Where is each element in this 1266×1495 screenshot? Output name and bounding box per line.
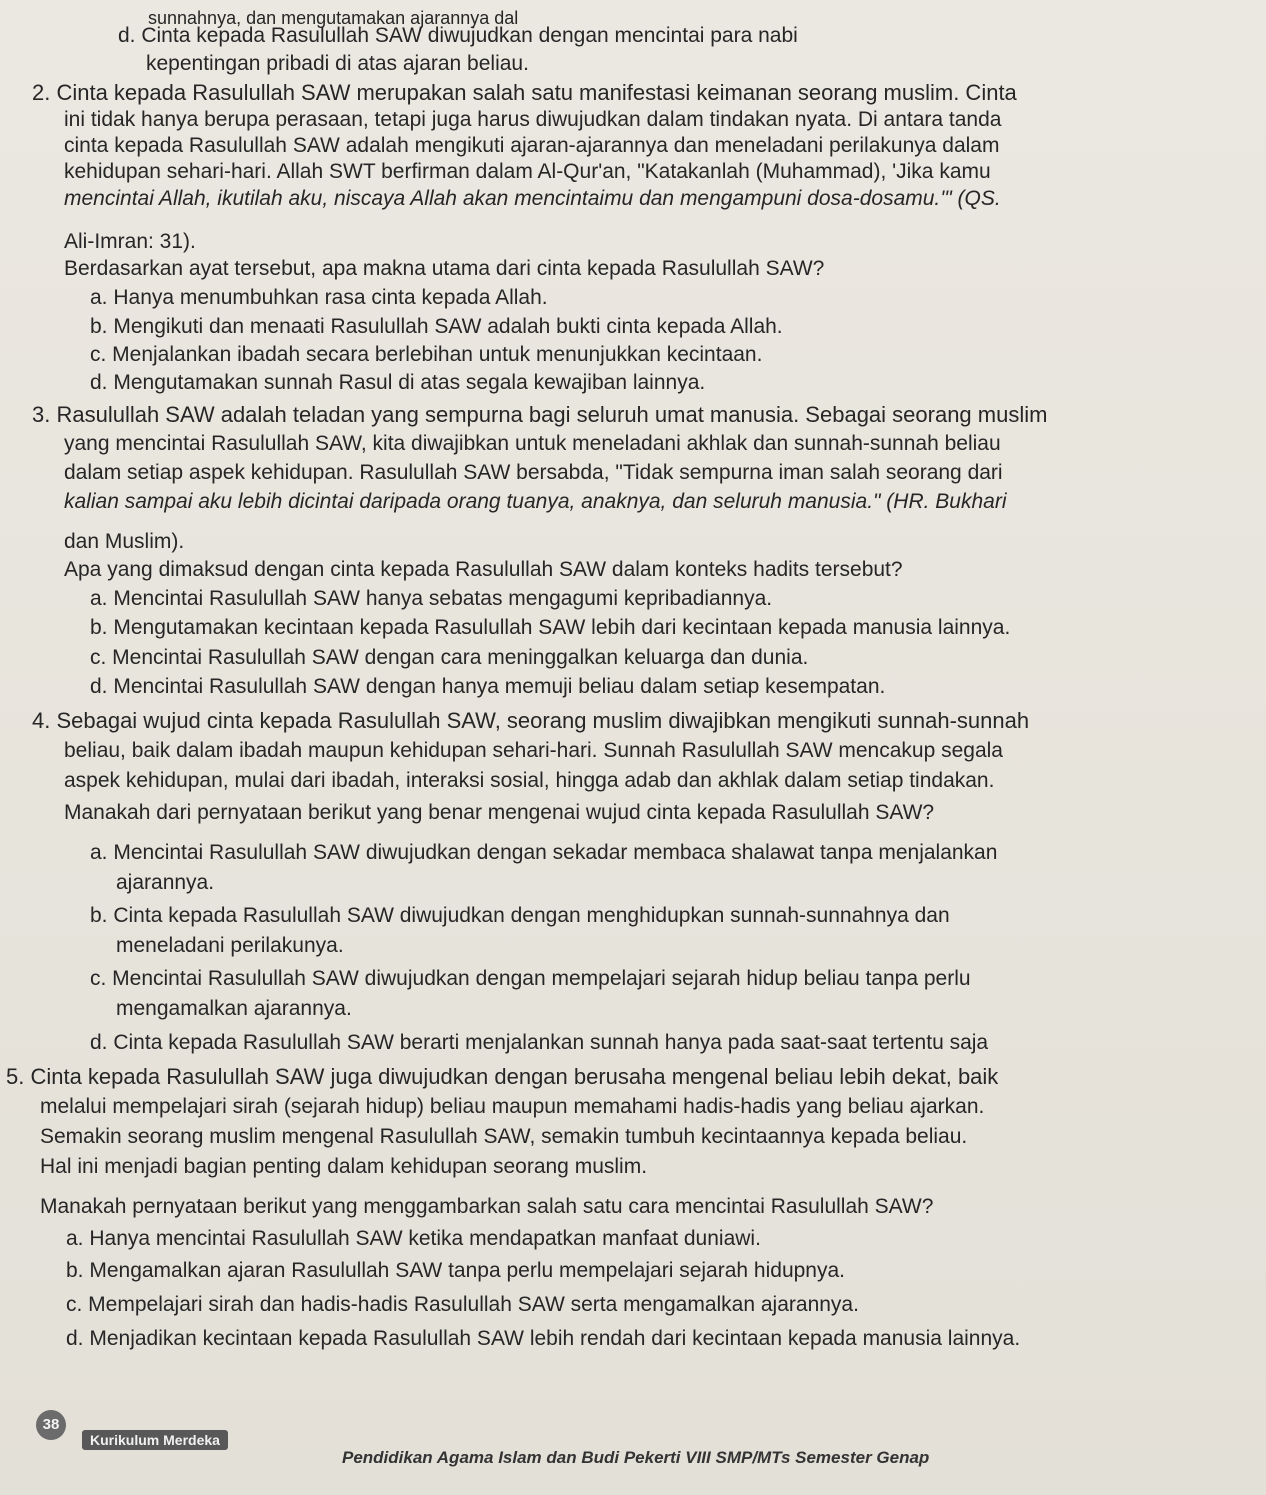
option-c: c. Mempelajari sirah dan hadis-hadis Rasulullah SAW serta mengamalkan ajarannya. — [66, 1293, 859, 1316]
option-d: d. Cinta kepada Rasulullah SAW berarti menjalankan sunnah hanya pada saat-saat tertentu saja — [90, 1031, 989, 1054]
option-a: a. Mencintai Rasulullah SAW hanya sebatas mengagumi kepribadiannya. — [90, 587, 773, 610]
question-prompt: Manakah pernyataan berikut yang menggambarkan salah satu cara mencintai Rasulullah SAW? — [40, 1195, 934, 1218]
text-line: beliau, baik dalam ibadah maupun kehidupan sehari-hari. Sunnah Rasulullah SAW mencakup segala — [64, 739, 1003, 762]
text-line: meneladani perilakunya. — [116, 934, 344, 957]
option-c: c. Mencintai Rasulullah SAW dengan cara meninggalkan keluarga dan dunia. — [90, 646, 809, 669]
text-line: sunnahnya, dan mengutamakan ajarannya dal — [148, 8, 519, 28]
text-line: Semakin seorang muslim mengenal Rasulullah SAW, semakin tumbuh kecintaannya kepada beliau. — [40, 1125, 968, 1148]
text-line: ini tidak hanya berupa perasaan, tetapi juga harus diwujudkan dalam tindakan nyata. Di antara tanda — [64, 108, 1002, 131]
page-number: 38 — [36, 1410, 66, 1440]
text-line: Hal ini menjadi bagian penting dalam kehidupan seorang muslim. — [40, 1155, 648, 1178]
option-c: c. Menjalankan ibadah secara berlebihan untuk menunjukkan kecintaan. — [90, 343, 763, 366]
text-line: cinta kepada Rasulullah SAW adalah mengikuti ajaran-ajarannya dan meneladani perilakunya dalam — [64, 134, 1000, 157]
option-a: a. Hanya menumbuhkan rasa cinta kepada Allah. — [90, 286, 548, 309]
question-4: 4. Sebagai wujud cinta kepada Rasulullah SAW, seorang muslim diwajibkan mengikuti sunnah-sunnah — [32, 708, 1030, 733]
text-line: aspek kehidupan, mulai dari ibadah, interaksi sosial, hingga adab dan akhlak dalam setiap tindakan. — [64, 769, 995, 792]
text-line: ajarannya. — [116, 871, 215, 894]
option-a: a. Mencintai Rasulullah SAW diwujudkan dengan sekadar membaca shalawat tanpa menjalankan — [90, 841, 998, 864]
text-line: dalam setiap aspek kehidupan. Rasulullah SAW bersabda, "Tidak sempurna iman salah seorang dari — [64, 461, 1003, 484]
text-line: mengamalkan ajarannya. — [116, 997, 352, 1020]
option-d: d. Mengutamakan sunnah Rasul di atas segala kewajiban lainnya. — [90, 371, 706, 394]
text-line: mencintai Allah, ikutilah aku, niscaya Allah akan mencintaimu dan mengampuni dosa-dosamu.'" (QS. — [64, 187, 1001, 210]
question-prompt: Berdasarkan ayat tersebut, apa makna utama dari cinta kepada Rasulullah SAW? — [64, 257, 825, 280]
text-line: kehidupan sehari-hari. Allah SWT berfirman dalam Al-Qur'an, "Katakanlah (Muhammad), 'Jika kamu — [64, 160, 991, 183]
option-b: b. Mengikuti dan menaati Rasulullah SAW adalah bukti cinta kepada Allah. — [90, 315, 783, 338]
question-prompt: Apa yang dimaksud dengan cinta kepada Rasulullah SAW dalam konteks hadits tersebut? — [64, 558, 903, 581]
text-line: kalian sampai aku lebih dicintai daripada orang tuanya, anaknya, dan seluruh manusia." (HR. Bukhari — [64, 490, 1007, 513]
option-b: b. Mengutamakan kecintaan kepada Rasulullah SAW lebih dari kecintaan kepada manusia lainnya. — [90, 616, 1011, 639]
brand-label: Kurikulum Merdeka — [82, 1430, 228, 1450]
option-b: b. Cinta kepada Rasulullah SAW diwujudkan dengan menghidupkan sunnah-sunnahnya dan — [90, 904, 950, 927]
page-footer — [0, 1398, 1266, 1495]
book-title: Pendidikan Agama Islam dan Budi Pekerti VIII SMP/MTs Semester Genap — [342, 1448, 930, 1467]
text-line: d. Cinta kepada Rasulullah SAW diwujudkan dengan mencintai para nabi — [118, 24, 798, 47]
text-line: yang mencintai Rasulullah SAW, kita diwajibkan untuk meneladani akhlak dan sunnah-sunnah beliau — [64, 432, 1001, 455]
question-2: 2. Cinta kepada Rasulullah SAW merupakan salah satu manifestasi keimanan seorang muslim. Cinta — [32, 80, 1017, 105]
text-line: melalui mempelajari sirah (sejarah hidup) beliau maupun memahami hadis-hadis yang beliau ajarkan. — [40, 1095, 985, 1118]
question-5: 5. Cinta kepada Rasulullah SAW juga diwujudkan dengan berusaha mengenal beliau lebih dekat, baik — [6, 1064, 999, 1089]
option-d: d. Menjadikan kecintaan kepada Rasulullah SAW lebih rendah dari kecintaan kepada manusia lainnya. — [66, 1327, 1021, 1350]
text-line: kepentingan pribadi di atas ajaran beliau. — [146, 52, 529, 75]
option-a: a. Hanya mencintai Rasulullah SAW ketika mendapatkan manfaat duniawi. — [66, 1227, 761, 1250]
option-c: c. Mencintai Rasulullah SAW diwujudkan dengan mempelajari sejarah hidup beliau tanpa perlu — [90, 967, 971, 990]
option-d: d. Mencintai Rasulullah SAW dengan hanya memuji beliau dalam setiap kesempatan. — [90, 675, 886, 698]
text-line: Ali-Imran: 31). — [64, 230, 196, 253]
option-b: b. Mengamalkan ajaran Rasulullah SAW tanpa perlu mempelajari sejarah hidupnya. — [66, 1259, 845, 1282]
question-prompt: Manakah dari pernyataan berikut yang benar mengenai wujud cinta kepada Rasulullah SAW? — [64, 801, 935, 824]
text-line: dan Muslim). — [64, 530, 185, 553]
question-3: 3. Rasulullah SAW adalah teladan yang sempurna bagi seluruh umat manusia. Sebagai seorang muslim — [32, 402, 1048, 427]
